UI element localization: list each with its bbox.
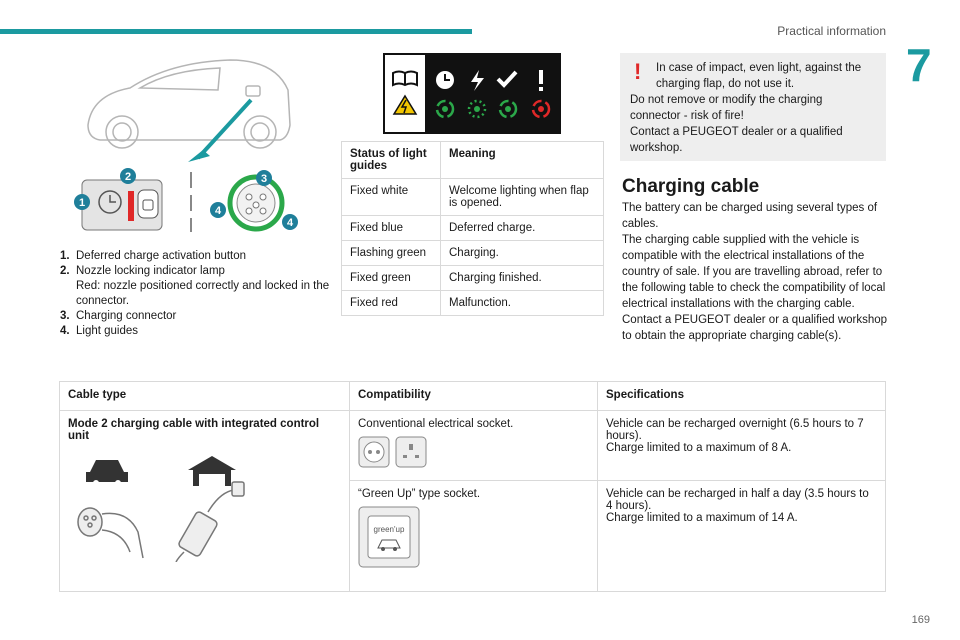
column-header: Status of light guides xyxy=(342,142,441,179)
mode2-cable-illustration xyxy=(68,452,248,562)
warning-line: Contact a PEUGEOT dealer or a qualified workshop. xyxy=(630,126,843,154)
charging-connector-icon xyxy=(230,177,282,229)
column-header: Compatibility xyxy=(350,382,598,411)
callout-4a: 4 xyxy=(214,205,222,217)
electrical-socket-icon xyxy=(358,436,428,470)
light-guide-status-table xyxy=(341,141,604,316)
table-row: Fixed white Welcome lighting when flap is opened. xyxy=(342,179,604,216)
charging-plug-icon xyxy=(78,508,143,558)
section-title: Practical information xyxy=(777,24,886,38)
table-row: Fixed green Charging finished. xyxy=(342,266,604,291)
table-row: Fixed red Malfunction. xyxy=(342,291,604,316)
compatibility-cell: Conventional electrical socket. xyxy=(350,411,598,481)
car-icon xyxy=(86,460,128,486)
callout-2: 2 xyxy=(124,171,132,183)
cable-type-table xyxy=(59,381,886,592)
specifications-cell: Vehicle can be recharged overnight (6.5 hours to 7 hours). Charge limited to a maximum of 8 A. xyxy=(598,411,886,481)
compatibility-cell: “Green Up” type socket. green'up xyxy=(350,481,598,592)
chapter-number: 7 xyxy=(906,39,932,91)
table-header-row xyxy=(60,382,886,411)
warning-line: In case of impact, even light, against the charging flap, do not use it. xyxy=(656,62,862,90)
legend-item: 2. Nozzle locking indicator lamp xyxy=(60,265,225,277)
callout-4b: 4 xyxy=(286,217,294,229)
legend-item: 3. Charging connector xyxy=(60,310,177,322)
charging-cable-text: The battery can be charged using several types of cables. The charging cable supplied with the vehicle is compatible with the electrical installations of the country of sale. If you are travelling abroad, refer to the following table to check the compatibility of local electrical installations with the charging cable. Contact a PEUGEOT dealer or a qualified workshop to obtain the appropriate charging cable(s). xyxy=(622,202,888,342)
specifications-cell: Vehicle can be recharged in half a day (3.5 hours to 4 hours). Charge limited to a maximum of 14 A. xyxy=(598,481,886,592)
control-unit-icon xyxy=(176,482,244,562)
warning-line: Do not remove or modify the charging connector - risk of fire! xyxy=(630,94,823,122)
legend-item: Red: nozzle positioned correctly and locked in the connector. xyxy=(76,280,330,307)
header-accent-bar xyxy=(0,29,472,34)
page-number: 169 xyxy=(911,614,930,626)
table-row: Fixed blue Deferred charge. xyxy=(342,216,604,241)
charging-port-illustration xyxy=(60,50,310,240)
light-guide-status-figure xyxy=(383,53,561,134)
table-header-row xyxy=(342,142,604,179)
warning-box xyxy=(620,53,886,161)
cable-type-cell: Mode 2 charging cable with integrated control unit xyxy=(60,411,350,592)
callout-3: 3 xyxy=(260,173,268,185)
legend-item: 4. Light guides xyxy=(60,325,139,337)
column-header: Specifications xyxy=(598,382,886,411)
table-row: Flashing green Charging. xyxy=(342,241,604,266)
legend-item: 1. Deferred charge activation button xyxy=(60,250,247,262)
exclamation-icon xyxy=(539,70,543,84)
green-up-label: green'up xyxy=(373,525,405,534)
green-up-socket-icon xyxy=(358,506,420,568)
charging-cable-heading: Charging cable xyxy=(622,176,760,197)
figure-legend xyxy=(60,249,330,339)
column-header: Meaning xyxy=(441,142,604,179)
exclamation-icon: ! xyxy=(634,59,642,84)
padlock-icon xyxy=(138,190,158,218)
column-header: Cable type xyxy=(60,382,350,411)
car-icon xyxy=(88,60,290,148)
table-row xyxy=(60,411,886,481)
house-icon xyxy=(188,456,236,486)
callout-1: 1 xyxy=(78,197,86,209)
